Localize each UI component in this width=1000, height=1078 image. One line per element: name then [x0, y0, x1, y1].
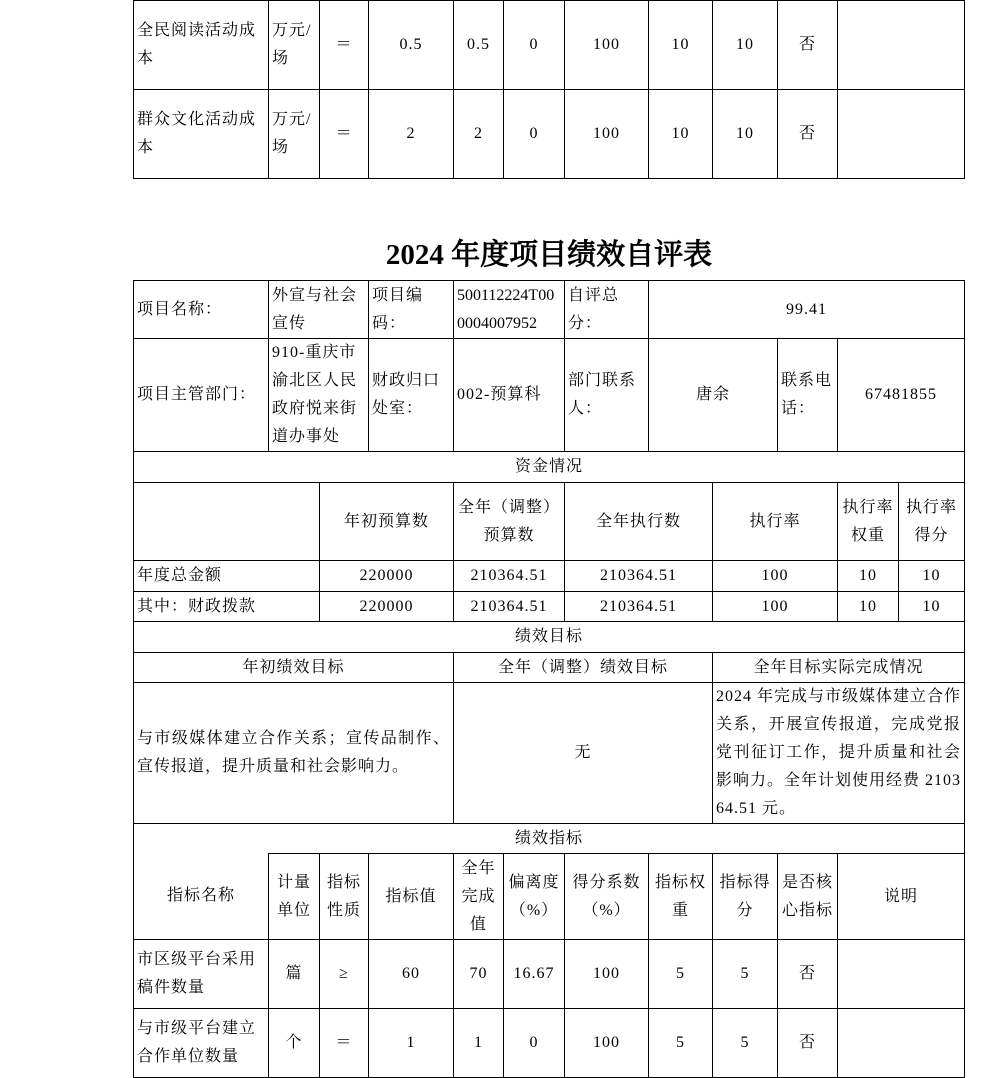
indicator-note: [838, 1009, 965, 1078]
indicator-name: 与市级平台建立合作单位数量: [134, 1009, 269, 1078]
indicator-target: 0.5: [369, 1, 454, 90]
funds-header-row: [134, 483, 965, 561]
contact-label: 部门联系人：: [565, 339, 649, 452]
dept-name: 910-重庆市渝北区人民政府悦来街道办事处: [269, 339, 369, 452]
indicator-name: 群众文化活动成本: [134, 90, 269, 179]
indicator-header: 指标得分: [713, 854, 778, 940]
funds-header: 执行率权重: [838, 483, 899, 561]
funds-cell: 10: [838, 561, 899, 592]
phone-label: 联系电话：: [778, 339, 838, 452]
funds-header: 全年执行数: [565, 483, 713, 561]
indicator-nature: ＝: [320, 90, 369, 179]
indicator-core: 否: [778, 90, 838, 179]
dept-row: [134, 339, 965, 452]
office-name: 002-预算科: [454, 339, 565, 452]
indicators-section-title: 绩效指标: [134, 824, 965, 854]
goals-section-title: 绩效目标: [134, 622, 965, 653]
table-row: [134, 1, 965, 90]
indicator-header: 是否核心指标: [778, 854, 838, 940]
actual-completion: 2024 年完成与市级媒体建立合作关系，开展宣传报道，完成党报党刊征订工作，提升质量和社会影响力。全年计划使用经费 210364.51 元。: [713, 683, 965, 824]
table-row: [134, 592, 965, 622]
indicators-header-row: [134, 854, 965, 940]
indicator-core: 否: [778, 940, 838, 1009]
indicator-header: 指标值: [369, 854, 454, 940]
table-row: [134, 1009, 965, 1078]
indicator-weight: 10: [649, 1, 713, 90]
indicator-score: 5: [713, 940, 778, 1009]
indicator-note: [838, 940, 965, 1009]
funds-row-label: 其中：财政拨款: [134, 592, 320, 622]
indicator-header: 计量单位: [269, 854, 320, 940]
contact-name: 唐余: [649, 339, 778, 452]
goals-row: [134, 683, 965, 824]
goals-header-row: [134, 653, 965, 683]
indicator-name: 全民阅读活动成本: [134, 1, 269, 90]
project-code-label: 项目编码：: [369, 281, 454, 339]
funds-section-title: 资金情况: [134, 452, 965, 483]
indicator-header: 全年完成值: [454, 854, 504, 940]
indicator-score: 10: [713, 90, 778, 179]
table-row: [134, 561, 965, 592]
indicator-note: [838, 1, 965, 90]
indicator-unit: 个: [269, 1009, 320, 1078]
indicator-deviation: 0: [504, 1009, 565, 1078]
indicator-nature: ＝: [320, 1009, 369, 1078]
project-code: 500112224T000004007952: [454, 281, 565, 339]
indicator-nature: ≥: [320, 940, 369, 1009]
goals-header: 全年（调整）绩效目标: [454, 653, 713, 683]
phone-number: 67481855: [838, 339, 965, 452]
funds-cell: 210364.51: [565, 561, 713, 592]
funds-row-label: 年度总金额: [134, 561, 320, 592]
funds-header: 全年（调整）预算数: [454, 483, 565, 561]
initial-goal: 与市级媒体建立合作关系；宣传品制作、宣传报道，提升质量和社会影响力。: [134, 683, 454, 824]
indicator-coef: 100: [565, 90, 649, 179]
indicator-coef: 100: [565, 1009, 649, 1078]
indicator-target: 1: [369, 1009, 454, 1078]
funds-cell: 10: [838, 592, 899, 622]
indicator-actual: 2: [454, 90, 504, 179]
indicator-target: 2: [369, 90, 454, 179]
funds-cell: 220000: [320, 561, 454, 592]
table-row: [134, 940, 965, 1009]
indicator-deviation: 0: [504, 90, 565, 179]
indicator-weight: 10: [649, 90, 713, 179]
dept-label: 项目主管部门：: [134, 339, 269, 452]
indicator-header: 指标名称: [134, 854, 269, 940]
indicator-header: 偏离度（%）: [504, 854, 565, 940]
indicator-actual: 1: [454, 1009, 504, 1078]
indicator-target: 60: [369, 940, 454, 1009]
indicator-actual: 70: [454, 940, 504, 1009]
funds-cell: 100: [713, 561, 838, 592]
table-row: [134, 90, 965, 179]
blank-header: [134, 483, 320, 561]
goals-header: 年初绩效目标: [134, 653, 454, 683]
indicator-header: 说明: [838, 854, 965, 940]
funds-cell: 220000: [320, 592, 454, 622]
indicator-unit: 万元/场: [269, 1, 320, 90]
indicator-core: 否: [778, 1, 838, 90]
funds-cell: 210364.51: [565, 592, 713, 622]
funds-header: 执行率得分: [899, 483, 965, 561]
indicator-note: [838, 90, 965, 179]
adjusted-goal: 无: [454, 683, 713, 824]
funds-header: 年初预算数: [320, 483, 454, 561]
project-name: 外宣与社会宣传: [269, 281, 369, 339]
indicator-score: 5: [713, 1009, 778, 1078]
indicator-coef: 100: [565, 1, 649, 90]
indicator-header: 指标权重: [649, 854, 713, 940]
previous-indicators-table: [133, 0, 965, 179]
indicator-deviation: 0: [504, 1, 565, 90]
indicator-core: 否: [778, 1009, 838, 1078]
indicator-unit: 篇: [269, 940, 320, 1009]
total-score: 99.41: [649, 281, 965, 339]
indicator-deviation: 16.67: [504, 940, 565, 1009]
indicator-header: 得分系数（%）: [565, 854, 649, 940]
score-label: 自评总分：: [565, 281, 649, 339]
self-evaluation-table: [133, 280, 965, 1078]
goals-header: 全年目标实际完成情况: [713, 653, 965, 683]
page-title: 2024 年度项目绩效自评表: [385, 239, 713, 271]
indicator-weight: 5: [649, 940, 713, 1009]
funds-header: 执行率: [713, 483, 838, 561]
project-name-label: 项目名称：: [134, 281, 269, 339]
indicator-nature: ＝: [320, 1, 369, 90]
indicator-header: 指标性质: [320, 854, 369, 940]
indicator-unit: 万元/场: [269, 90, 320, 179]
indicator-weight: 5: [649, 1009, 713, 1078]
indicator-name: 市区级平台采用稿件数量: [134, 940, 269, 1009]
indicator-actual: 0.5: [454, 1, 504, 90]
funds-cell: 210364.51: [454, 561, 565, 592]
funds-cell: 210364.51: [454, 592, 565, 622]
project-row: [134, 281, 965, 339]
funds-cell: 10: [899, 592, 965, 622]
funds-cell: 100: [713, 592, 838, 622]
indicator-score: 10: [713, 1, 778, 90]
funds-cell: 10: [899, 561, 965, 592]
office-label: 财政归口处室：: [369, 339, 454, 452]
indicator-coef: 100: [565, 940, 649, 1009]
